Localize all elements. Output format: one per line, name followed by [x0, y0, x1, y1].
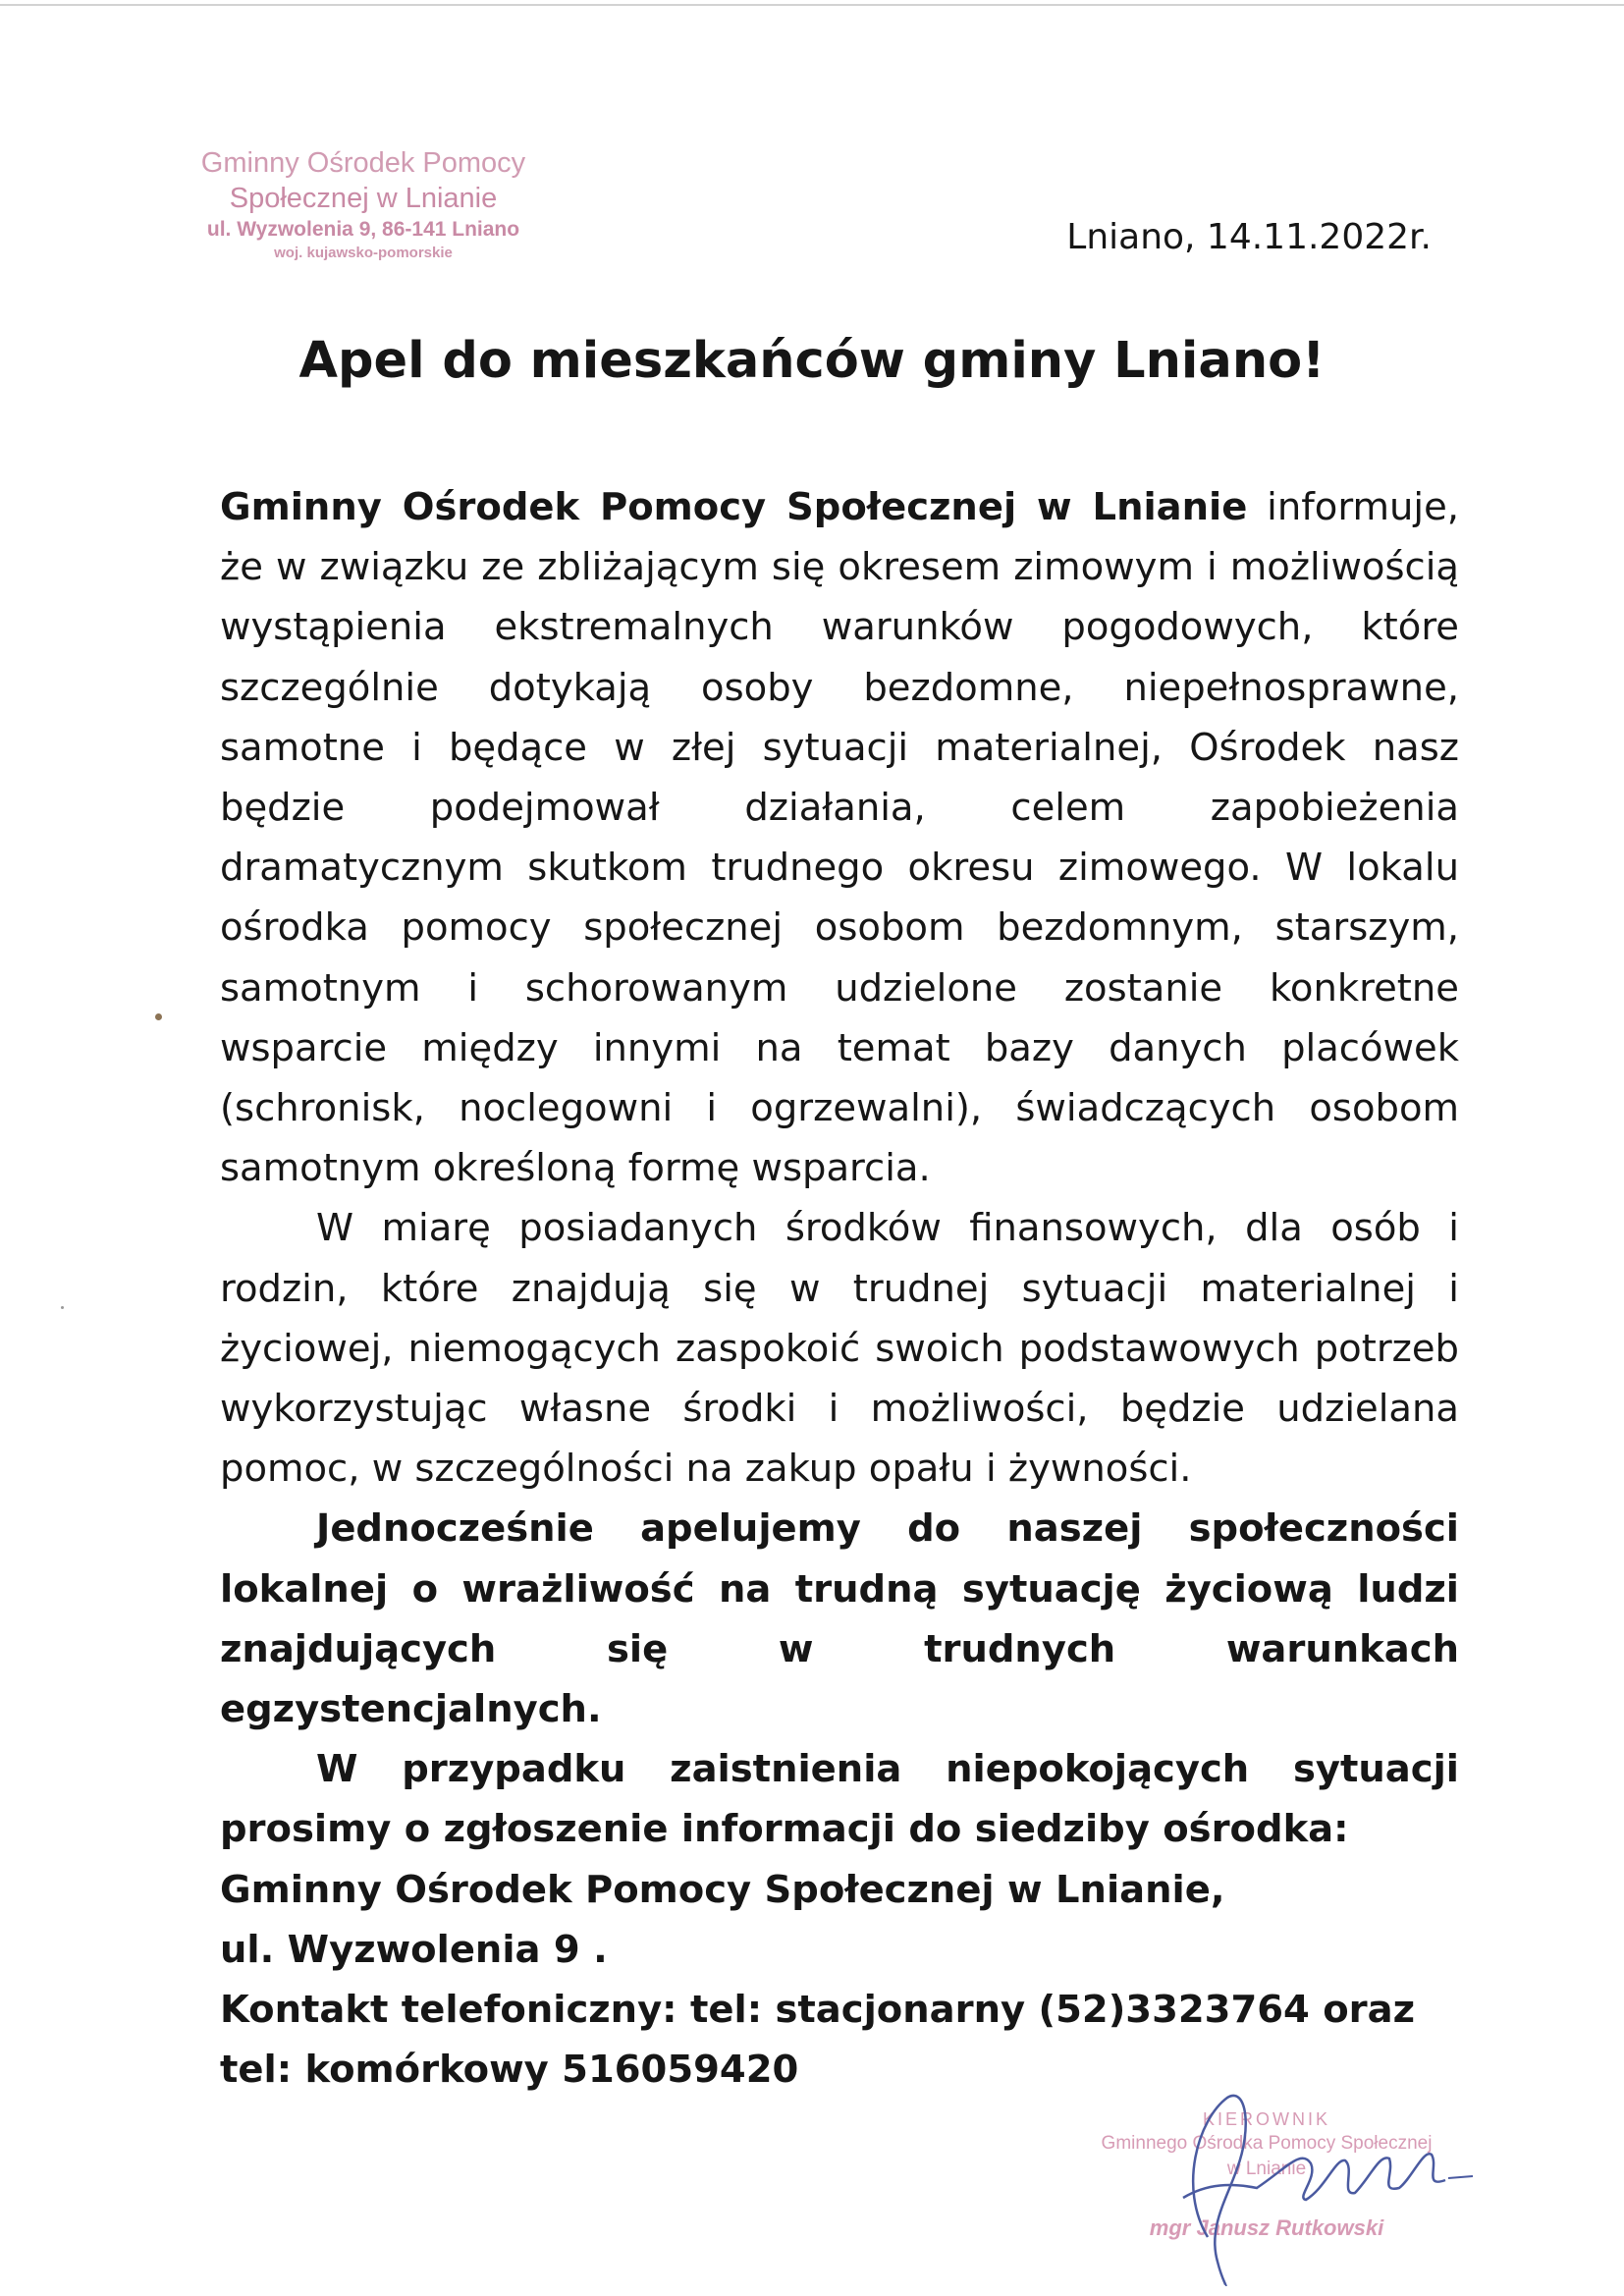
contact-address: ul. Wyzwolenia 9 . [220, 1927, 608, 1972]
header-stamp [157, 145, 569, 263]
signature-role: KIEROWNIK [1202, 2109, 1330, 2129]
scan-speck [155, 1013, 162, 1020]
document-title: Apel do mieszkańców gminy Lniano! [298, 332, 1326, 390]
document-date: Lniano, 14.11.2022r. [1066, 217, 1432, 257]
paragraph-4: W przypadku zaistnienia niepokojących sytuacji prosimy o zgłoszenie informacji do siedziby ośrodka: [220, 1747, 1459, 1852]
signature-org-1: Gminnego Ośrodka Pomocy Społecznej [1101, 2133, 1433, 2154]
contact-phone: Kontakt telefoniczny: tel: stacjonarny (52)3323764 oraz tel: komórkowy 516059420 [220, 1988, 1416, 2093]
paragraph-2: W miarę posiadanych środków finansowych, dla osób i rodzin, które znajdują się w trudnej sytuacji materialnej i życiowej, niemogących zaspokoić swoich podstawowych potrzeb wykorzystując własne środki i możliwości, będzie udzielana pomoc, w szczególności na zakup opału i żywności. [220, 1206, 1459, 1492]
letter-body [220, 477, 1459, 2100]
signature-org-2: w Lnianie [1226, 2159, 1307, 2179]
paragraph-3: Jednocześnie apelujemy do naszej społeczności lokalnej o wrażliwość na trudną sytuację życiową ludzi znajdujących się w trudnych warunkach egzystencjalnych. [220, 1506, 1459, 1732]
contact-name: Gminny Ośrodek Pomocy Społecznej w Lnianie, [220, 1867, 1225, 1912]
signature-block [1060, 2090, 1492, 2286]
scan-edge-line [0, 4, 1624, 6]
handwritten-signature-icon [1060, 2090, 1492, 2286]
stamp-line-4: woj. kujawsko-pomorskie [274, 245, 453, 261]
stamp-line-3: ul. Wyzwolenia 9, 86-141 Lniano [206, 218, 520, 241]
scan-speck [61, 1306, 64, 1309]
paragraph-1-lead: Gminny Ośrodek Pomocy Społecznej w Lnianie [220, 485, 1248, 529]
signature-name: mgr Janusz Rutkowski [1149, 2215, 1384, 2240]
paragraph-1 [220, 477, 1459, 1198]
paragraph-1-text: informuje, że w związku ze zbliżającym się okresem zimowym i możliwością wystąpienia ekstremalnych warunków pogodowych, które szczególnie dotykają osoby bezdomne, niepełnosprawne, samotne i będące w złej sytuacji materialnej, Ośrodek nasz będzie podejmował działania, celem zapobieżenia dramatycznym skutkom trudnego okresu zimowego. W lokalu ośrodka pomocy społecznej osobom bezdomnym, starszym, samotnym i schorowanym udzielone zostanie konkretne wsparcie między innymi na temat bazy danych placówek (schronisk, noclegowni i ogrzewalni), świadczących osobom samotnym określoną formę wsparcia. [220, 485, 1460, 1191]
stamp-line-1: Gminny Ośrodek Pomocy [200, 147, 526, 179]
stamp-line-2: Społecznej w Lnianie [229, 183, 498, 214]
